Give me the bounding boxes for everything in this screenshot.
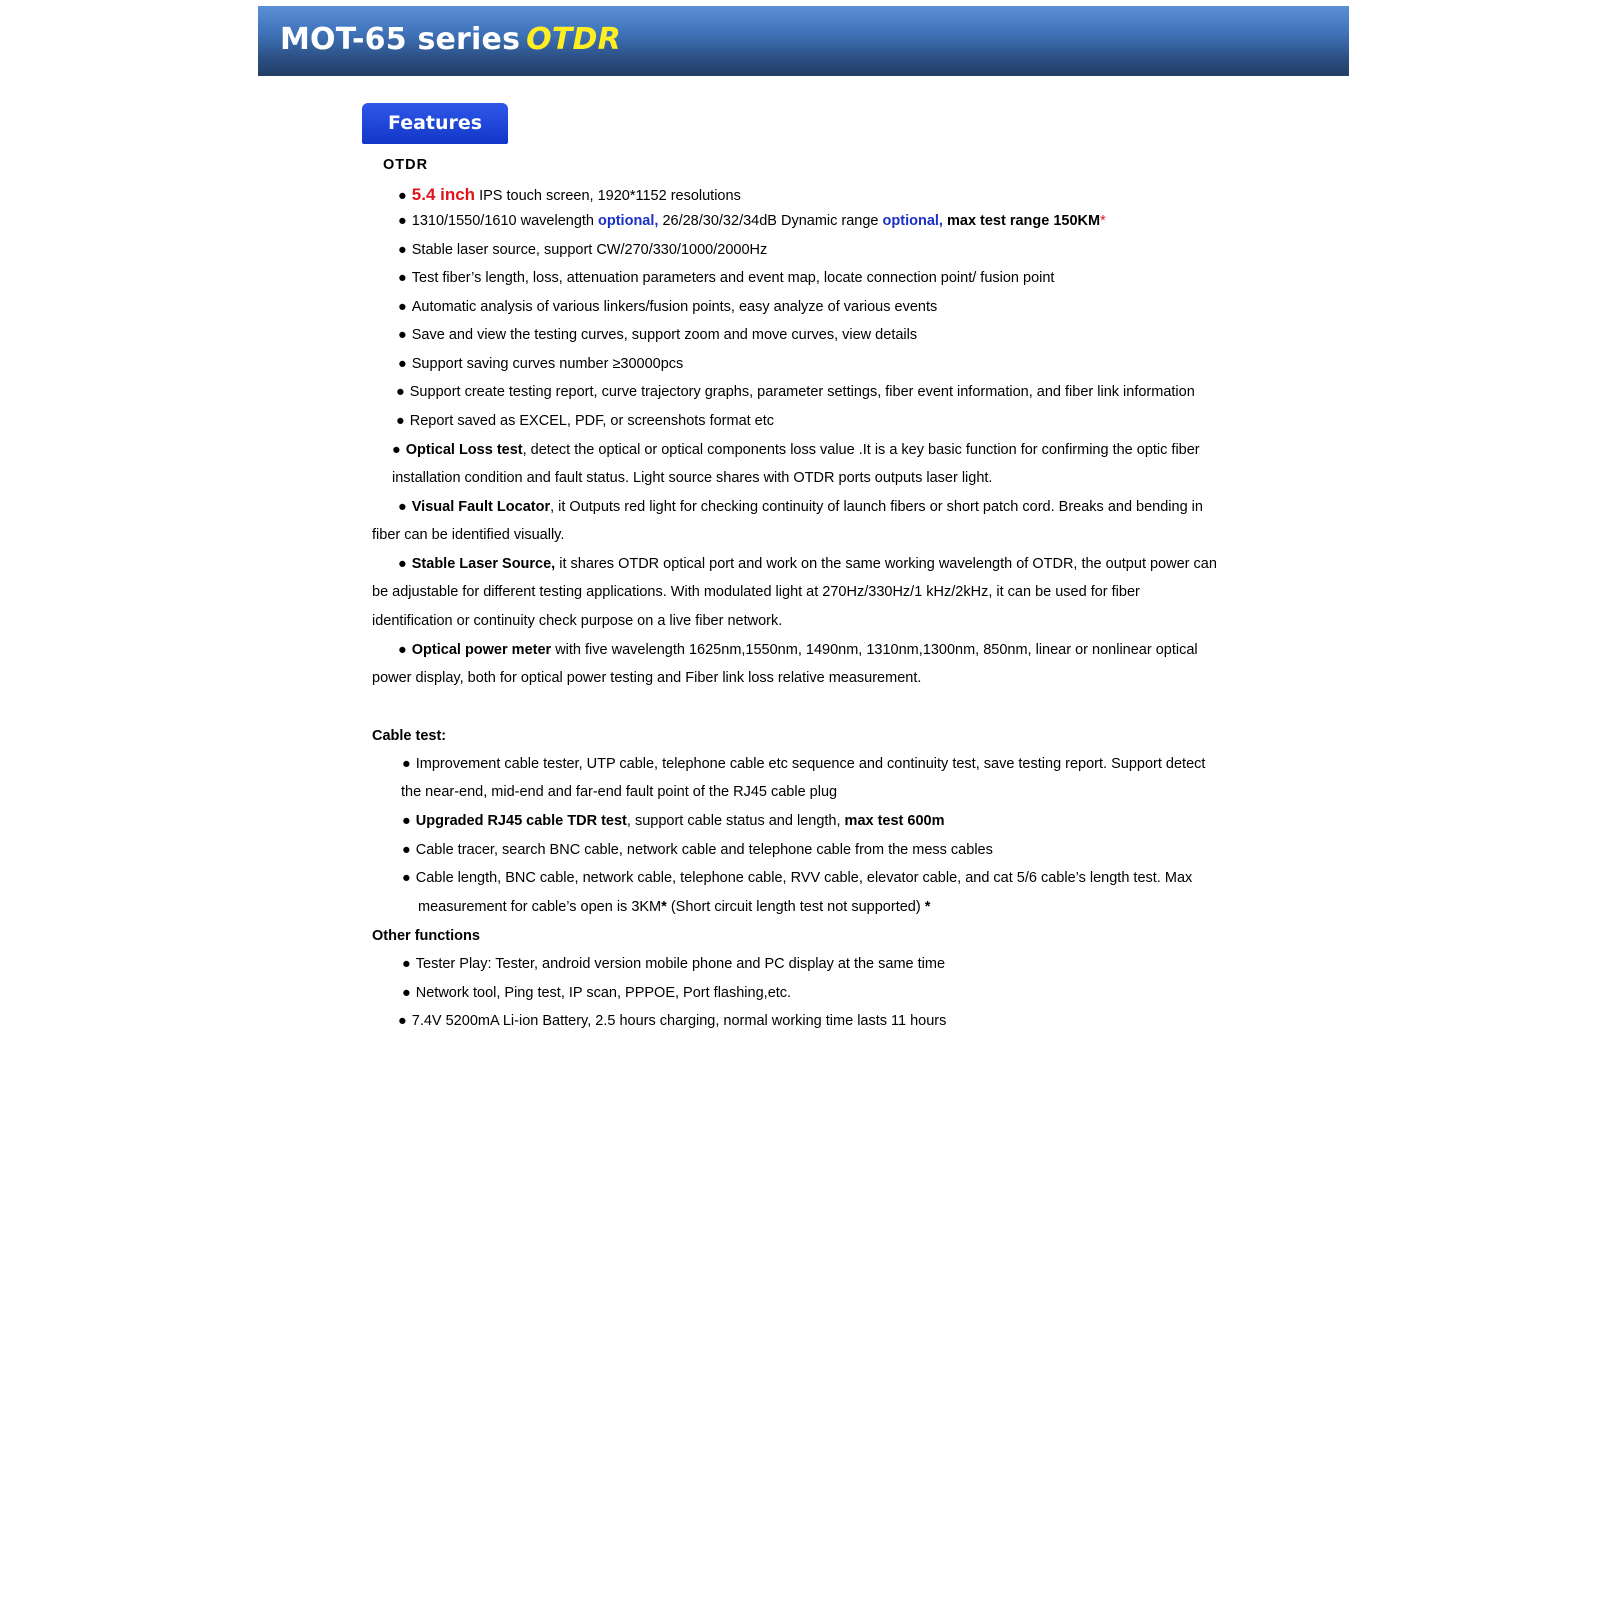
screen-text: IPS touch screen, 1920*1152 resolutions	[475, 188, 741, 204]
vfl-title: Visual Fault Locator	[411, 499, 551, 515]
list-item	[398, 271, 1054, 286]
list-item	[402, 986, 791, 1001]
bullet: ●	[398, 327, 407, 343]
list-item	[398, 1014, 946, 1029]
list-item-text: 7.4V 5200mA Li-ion Battery, 2.5 hours charging, normal working time lasts 11 hours	[411, 1013, 947, 1029]
optical-loss-item	[392, 443, 1200, 458]
list-item	[398, 186, 741, 204]
optional-label: optional,	[598, 213, 659, 229]
bullet: ●	[398, 556, 407, 572]
list-item	[398, 328, 917, 343]
screen-size: 5.4 inch	[411, 185, 476, 204]
other-heading: Other functions	[372, 928, 480, 944]
vfl-item	[398, 500, 1203, 515]
optical-loss-title: Optical Loss test	[405, 442, 523, 458]
list-item	[402, 957, 945, 972]
list-item-text: Test fiber’s length, loss, attenuation parameters and event map, locate connection point/ fusion point	[411, 270, 1055, 286]
laser-continued: identification or continuity check purpose on a live fiber network.	[372, 613, 783, 629]
tdr-max: max test 600m	[844, 813, 945, 829]
bullet: ●	[396, 384, 405, 400]
list-item-text: Cable length, BNC cable, network cable, telephone cable, RVV cable, elevator cable, and cat 5/6 cable’s length test. Max	[415, 870, 1193, 886]
bullet: ●	[402, 956, 411, 972]
bullet: ●	[398, 213, 407, 229]
bullet: ●	[396, 413, 405, 429]
list-item-text: Improvement cable tester, UTP cable, telephone cable etc sequence and continuity test, save testing report. Support detect	[415, 756, 1206, 772]
bullet: ●	[398, 1013, 407, 1029]
laser-text: it shares OTDR optical port and work on the same working wavelength of OTDR, the output power can	[555, 556, 1217, 572]
cable-heading: Cable test:	[372, 728, 447, 744]
tdr-title: Upgraded RJ45 cable TDR test	[415, 813, 627, 829]
bullet: ●	[402, 870, 411, 886]
list-item	[402, 871, 1192, 886]
tdr-item	[402, 814, 945, 829]
list-item	[402, 757, 1205, 772]
header-banner	[258, 6, 1349, 76]
bullet: ●	[398, 242, 407, 258]
laser-continued: be adjustable for different testing applications. With modulated light at 270Hz/330Hz/1 kHz/2kHz, it can be used for fiber	[372, 584, 1140, 600]
wavelength-text: 1310/1550/1610 wavelength	[411, 213, 599, 229]
list-item-text: (Short circuit length test not supported)	[666, 899, 925, 915]
vfl-continued: fiber can be identified visually.	[372, 527, 565, 543]
bullet: ●	[398, 356, 407, 372]
asterisk: *	[924, 899, 931, 915]
max-range-text: max test range 150KM	[942, 213, 1101, 229]
laser-item	[398, 557, 1217, 572]
list-item	[398, 300, 937, 315]
banner-title-accent: OTDR	[526, 22, 621, 57]
bullet: ●	[402, 756, 411, 772]
list-item-text: Support create testing report, curve trajectory graphs, parameter settings, fiber event information, and fiber link information	[409, 384, 1195, 400]
list-item-text: Tester Play: Tester, android version mobile phone and PC display at the same time	[415, 956, 946, 972]
banner-title-main: MOT-65 series	[280, 22, 521, 57]
list-item-text: Automatic analysis of various linkers/fusion points, easy analyze of various events	[411, 299, 938, 315]
list-item-text: Save and view the testing curves, support zoom and move curves, view details	[411, 327, 918, 343]
features-tab-label: Features	[388, 112, 483, 134]
banner-title	[280, 22, 621, 57]
dynamic-range-text: 26/28/30/32/34dB Dynamic range	[658, 213, 883, 229]
list-item-text: Network tool, Ping test, IP scan, PPPOE, Port flashing,etc.	[415, 985, 792, 1001]
opm-continued: power display, both for optical power testing and Fiber link loss relative measurement.	[372, 670, 922, 686]
list-item	[398, 214, 1106, 229]
opm-item	[398, 643, 1198, 658]
list-item-text: measurement for cable’s open is 3KM	[418, 899, 662, 915]
list-item	[402, 843, 993, 858]
list-item-text: Support saving curves number ≥30000pcs	[411, 356, 684, 372]
laser-title: Stable Laser Source,	[411, 556, 556, 572]
otdr-heading: OTDR	[383, 157, 429, 173]
list-item	[396, 414, 774, 429]
list-item-text: Report saved as EXCEL, PDF, or screenshots format etc	[409, 413, 775, 429]
optical-loss-text: , detect the optical or optical components loss value .It is a key basic function for confirming the optic fiber	[522, 442, 1200, 458]
list-item	[396, 385, 1195, 400]
bullet: ●	[398, 270, 407, 286]
list-item	[398, 243, 767, 258]
list-item-text: Stable laser source, support CW/270/330/1000/2000Hz	[411, 242, 768, 258]
optional-label: optional,	[882, 213, 943, 229]
opm-text: with five wavelength 1625nm,1550nm, 1490nm, 1310nm,1300nm, 850nm, linear or nonlinear optical	[551, 642, 1198, 658]
bullet: ●	[392, 442, 401, 458]
bullet: ●	[402, 985, 411, 1001]
asterisk: *	[1100, 213, 1106, 229]
bullet: ●	[398, 188, 407, 204]
features-tab	[362, 103, 508, 144]
list-item-continued: the near-end, mid-end and far-end fault point of the RJ45 cable plug	[401, 784, 838, 800]
opm-title: Optical power meter	[411, 642, 552, 658]
list-item-continued	[418, 900, 930, 915]
optical-loss-continued: installation condition and fault status. Light source shares with OTDR ports outputs laser light.	[392, 470, 993, 486]
list-item-text: Cable tracer, search BNC cable, network cable and telephone cable from the mess cables	[415, 842, 993, 858]
vfl-text: , it Outputs red light for checking continuity of launch fibers or short patch cord. Breaks and bending in	[550, 499, 1203, 515]
bullet: ●	[402, 813, 411, 829]
bullet: ●	[402, 842, 411, 858]
bullet: ●	[398, 499, 407, 515]
list-item	[398, 357, 683, 372]
bullet: ●	[398, 299, 407, 315]
asterisk: *	[661, 899, 667, 915]
bullet: ●	[398, 642, 407, 658]
tdr-text: , support cable status and length,	[626, 813, 845, 829]
